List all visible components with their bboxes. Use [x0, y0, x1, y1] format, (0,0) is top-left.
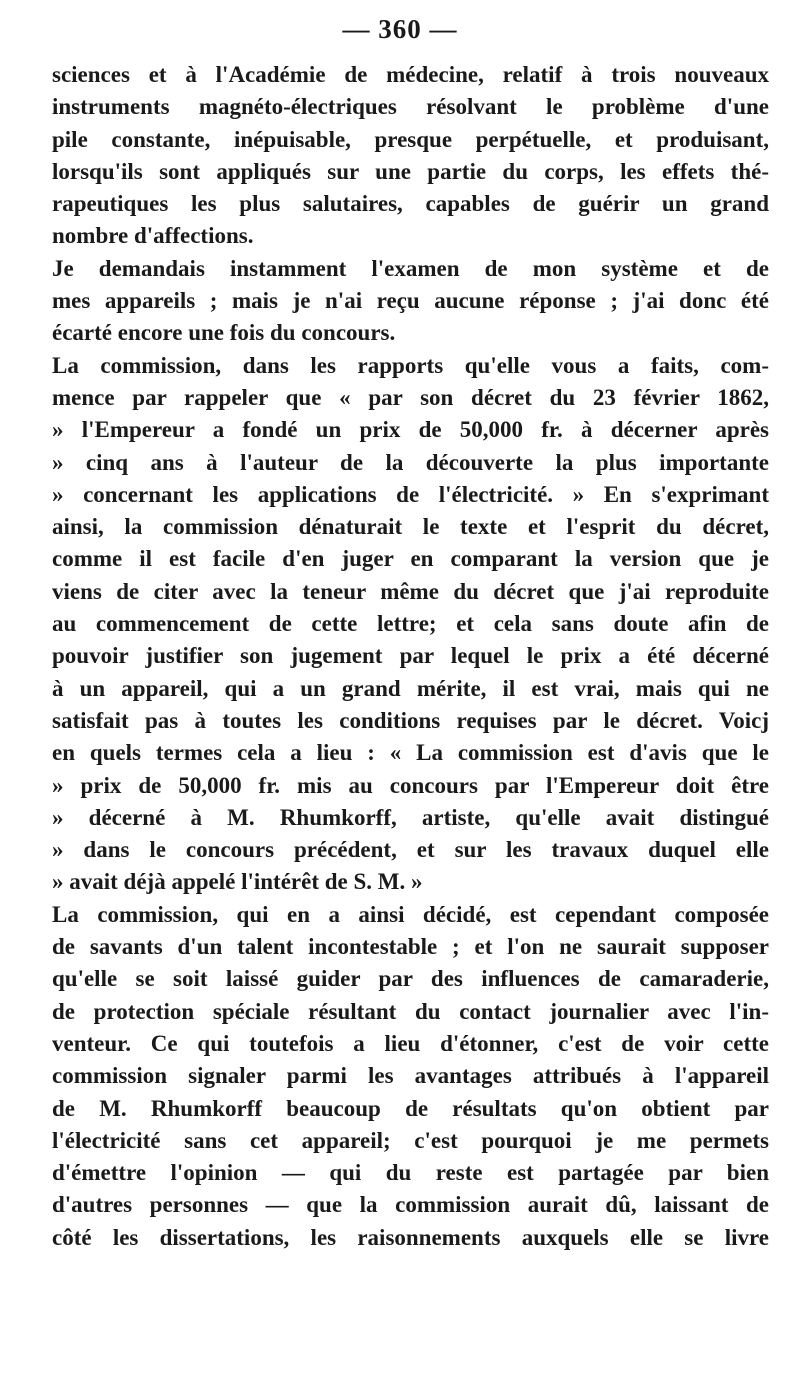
text-line: » dans le concours précédent, et sur les travaux duquel elle: [52, 837, 769, 863]
text-line: l'électricité sans cet appareil; c'est pourquoi je me permets: [52, 1127, 769, 1153]
text-line: de protection spéciale résultant du contact journalier avec l'in-: [52, 998, 769, 1024]
text-line: écarté encore une fois du concours.: [52, 320, 396, 346]
text-line: à un appareil, qui a un grand mérite, il est vrai, mais qui ne: [52, 675, 769, 701]
text-line: La commission, qui en a ainsi décidé, est cependant composée: [52, 901, 769, 927]
text-line: » l'Empereur a fondé un prix de 50,000 fr. à décerner après: [52, 417, 769, 443]
text-line: » cinq ans à l'auteur de la découverte la plus importante: [52, 449, 769, 475]
text-line: » prix de 50,000 fr. mis au concours par l'Empereur doit être: [52, 772, 769, 798]
page-number: — 360 —: [342, 14, 458, 44]
text-line: nombre d'affections.: [52, 223, 254, 249]
text-line: instruments magnéto-électriques résolvant le problème d'une: [52, 94, 769, 120]
text-line: venteur. Ce qui toutefois a lieu d'étonner, c'est de voir cette: [52, 1030, 769, 1056]
text-line: lorsqu'ils sont appliqués sur une partie du corps, les effets thé-: [52, 158, 769, 184]
text-line: pouvoir justifier son jugement par lequel le prix a été décerné: [52, 643, 769, 669]
text-line: d'émettre l'opinion — qui du reste est partagée par bien: [52, 1160, 769, 1186]
text-line: qu'elle se soit laissé guider par des influences de camaraderie,: [52, 966, 769, 992]
text-line: de savants d'un talent incontestable ; et l'on ne saurait supposer: [52, 934, 769, 960]
text-line: ainsi, la commission dénaturait le texte et l'esprit du décret,: [52, 514, 769, 540]
text-line: mes appareils ; mais je n'ai reçu aucune réponse ; j'ai donc été: [52, 288, 769, 314]
body-text: [52, 59, 769, 1254]
text-line: de M. Rhumkorff beaucoup de résultats qu'on obtient par: [52, 1095, 769, 1121]
text-line: satisfait pas à toutes les conditions requises par le décret. Voicj: [52, 707, 769, 733]
text-line: » décerné à M. Rhumkorff, artiste, qu'elle avait distingué: [52, 804, 769, 830]
text-line: d'autres personnes — que la commission aurait dû, laissant de: [52, 1192, 769, 1218]
text-line: rapeutiques les plus salutaires, capables de guérir un grand: [52, 191, 769, 217]
text-line: » avait déjà appelé l'intérêt de S. M. »: [52, 869, 423, 895]
text-line: mence par rappeler que « par son décret du 23 février 1862,: [52, 384, 769, 410]
text-line: comme il est facile d'en juger en comparant la version que je: [52, 546, 769, 572]
text-line: Je demandais instamment l'examen de mon système et de: [52, 255, 769, 281]
text-line: La commission, dans les rapports qu'elle vous a faits, com-: [52, 352, 769, 378]
text-line: pile constante, inépuisable, presque perpétuelle, et produisant,: [52, 126, 769, 152]
text-line: commission signaler parmi les avantages attribués à l'appareil: [52, 1063, 769, 1089]
text-line: en quels termes cela a lieu : « La commission est d'avis que le: [52, 740, 769, 766]
text-line: au commencement de cette lettre; et cela sans doute afin de: [52, 611, 769, 637]
text-line: » concernant les applications de l'électricité. » En s'exprimant: [52, 481, 769, 507]
text-line: côté les dissertations, les raisonnements auxquels elle se livre: [52, 1224, 769, 1250]
text-line: viens de citer avec la teneur même du décret que j'ai reproduite: [52, 578, 769, 604]
text-line: sciences et à l'Académie de médecine, relatif à trois nouveaux: [52, 62, 769, 87]
